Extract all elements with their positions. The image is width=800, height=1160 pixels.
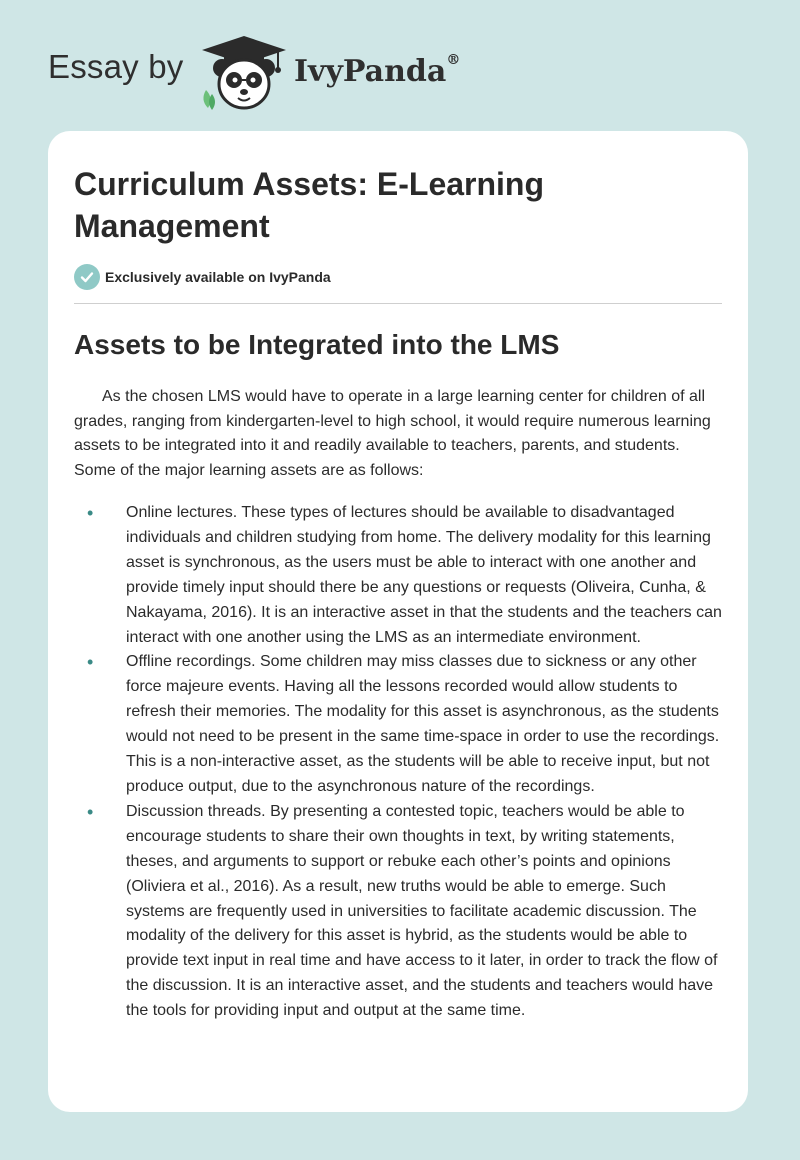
list-item: [74, 501, 724, 650]
check-icon: [74, 264, 100, 290]
page-title: Curriculum Assets: E-Learning Management: [74, 166, 545, 244]
list-item-text: Discussion threads. By presenting a contested topic, teachers would be able to encourage students to share their own thoughts in text, by writing statements, theses, and arguments to support or rebuke each other’s points and opinions (Oliviera et al., 2016). As a result, new truths would be able to emerge. Such systems are frequently used in universities to facilitate academic discussion. The modality of the delivery for this asset is hybrid, as the students would be able to provide text input in real time and have access to it later, in order to track the flow of the discussion. It is an interactive asset, and the students and teachers would have the tools for providing input and output at the same time.: [126, 802, 718, 1020]
list-item-text: Offline recordings. Some children may miss classes due to sickness or any other force majeure events. Having all the lessons recorded would allow students to refresh their memories. The modality for this asset is asynchronous, as the students would not need to be present in the same time-space in order to use the recordings. This is a non-interactive asset, as the students will be able to receive input, but not produce output, due to the asynchronous nature of the recordings.: [126, 653, 720, 795]
intro-paragraph: As the chosen LMS would have to operate in a large learning center for children of all grades, ranging from kindergarten-level to high school, it would require numerous learning assets to be integrated into it and readily available to teachers, parents, and students. Some of the major learning assets are as follows:: [74, 388, 711, 479]
bullet-icon: •: [87, 503, 94, 523]
asset-list: [74, 501, 724, 1024]
exclusive-badge: [74, 264, 331, 290]
bullet-icon: •: [87, 801, 94, 822]
brand-name[interactable]: IvyPanda®: [294, 52, 461, 89]
list-item: [74, 800, 724, 1024]
site-header: [48, 30, 608, 116]
bullet-icon: •: [87, 652, 94, 673]
panda-logo-icon[interactable]: [198, 34, 290, 112]
list-item-text: Online lectures. These types of lectures should be available to disadvantaged individuals and children studying from home. The delivery modality for this learning asset is synchronous, as the users must be able to interact with one another and provide timely input should there be any questions or requests (Oliveira, Cunha, & Nakayama, 2016). It is an interactive asset in that the students and the teachers can interact with one another using the LMS as an intermediate environment.: [126, 504, 722, 646]
exclusive-label: Exclusively available on IvyPanda: [105, 269, 331, 285]
list-item: [74, 650, 724, 799]
divider: [74, 303, 722, 304]
essay-by-label: Essay by: [48, 48, 184, 85]
article-card: [48, 131, 748, 1112]
section-heading: Assets to be Integrated into the LMS: [74, 329, 560, 360]
